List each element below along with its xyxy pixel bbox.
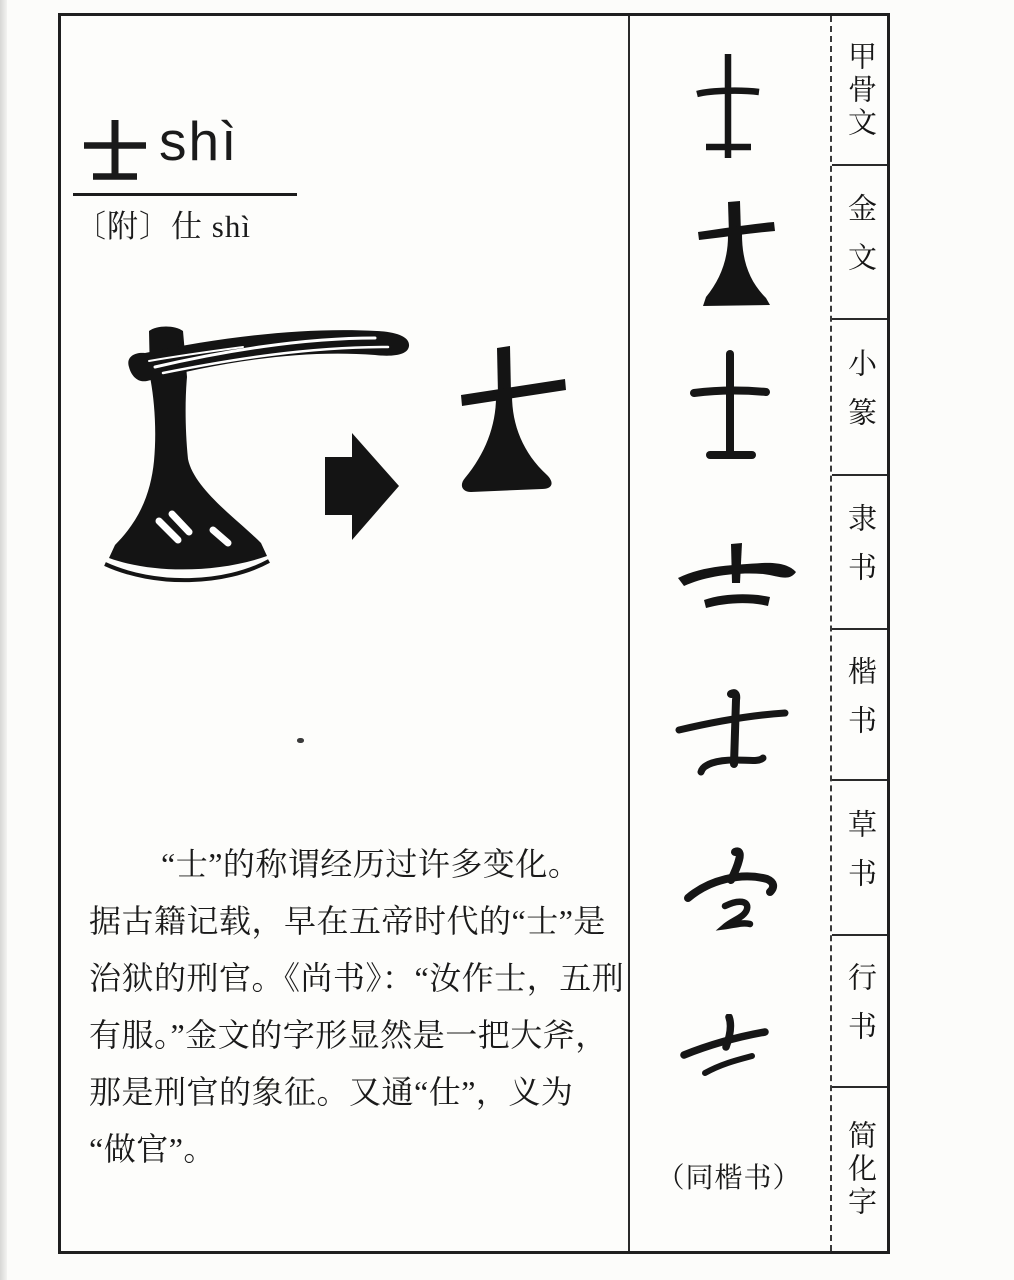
- label-cell-clerical: [832, 476, 887, 630]
- label-cell-running: [832, 936, 887, 1088]
- paragraph-line: “做官”。: [89, 1131, 216, 1167]
- scan-speck: [297, 738, 304, 743]
- script-label: 简化字: [844, 1120, 876, 1219]
- label-cell-simplified: [832, 1088, 887, 1251]
- regular-script-glyph: [673, 688, 791, 778]
- label-cell-oracle-bone: [832, 16, 887, 166]
- axe-evolution-illustration: [93, 323, 573, 593]
- label-cell-regular: [832, 630, 887, 781]
- definition-paragraph: [89, 836, 634, 1178]
- paragraph-line: 据古籍记载，早在五帝时代的“士”是: [89, 903, 606, 939]
- headword-text: [61, 16, 62, 17]
- running-script-glyph: [679, 1014, 769, 1082]
- variant-note: 〔附〕仕 shì: [75, 209, 251, 244]
- script-label: 甲骨文: [844, 40, 876, 140]
- bronze-script-glyph: [696, 198, 776, 310]
- script-label: 楷书: [844, 655, 876, 754]
- script-label: 行书: [844, 962, 876, 1060]
- clerical-script-glyph: [676, 541, 798, 615]
- title-underline: [73, 193, 297, 196]
- main-column-divider: [628, 16, 630, 1251]
- label-cell-cursive: [832, 781, 887, 936]
- cursive-script-glyph: [683, 846, 779, 942]
- small-seal-script-glyph: [688, 349, 772, 465]
- page-frame: [58, 13, 890, 1254]
- paragraph-line: 有服。”金文的字形显然是一把大斧，: [89, 1017, 608, 1053]
- paragraph-line: 治狱的刑官。《尚书》：“汝作士，五刑: [89, 960, 625, 996]
- right-arrow-icon: [325, 433, 399, 540]
- scan-edge-shadow: [0, 0, 7, 1280]
- label-cell-bronze: [832, 166, 887, 320]
- paragraph-line: “士”的称谓经历过许多变化。: [161, 846, 581, 882]
- script-label: 隶书: [844, 503, 876, 601]
- script-label: 草书: [844, 808, 876, 907]
- oracle-bone-script-glyph: [693, 51, 763, 163]
- headword-glyph: [81, 118, 149, 182]
- paragraph-line: 那是刑官的象征。又通“仕”，义为: [89, 1074, 574, 1110]
- label-cell-small-seal: [832, 320, 887, 476]
- bronze-character-result: [461, 346, 566, 492]
- simplified-form-caption: （同楷书）: [656, 1163, 802, 1194]
- script-label: 金文: [844, 193, 876, 291]
- headword-pinyin: shì: [159, 110, 239, 172]
- script-label: 小篆: [844, 348, 876, 446]
- script-glyphs-character: [61, 16, 62, 17]
